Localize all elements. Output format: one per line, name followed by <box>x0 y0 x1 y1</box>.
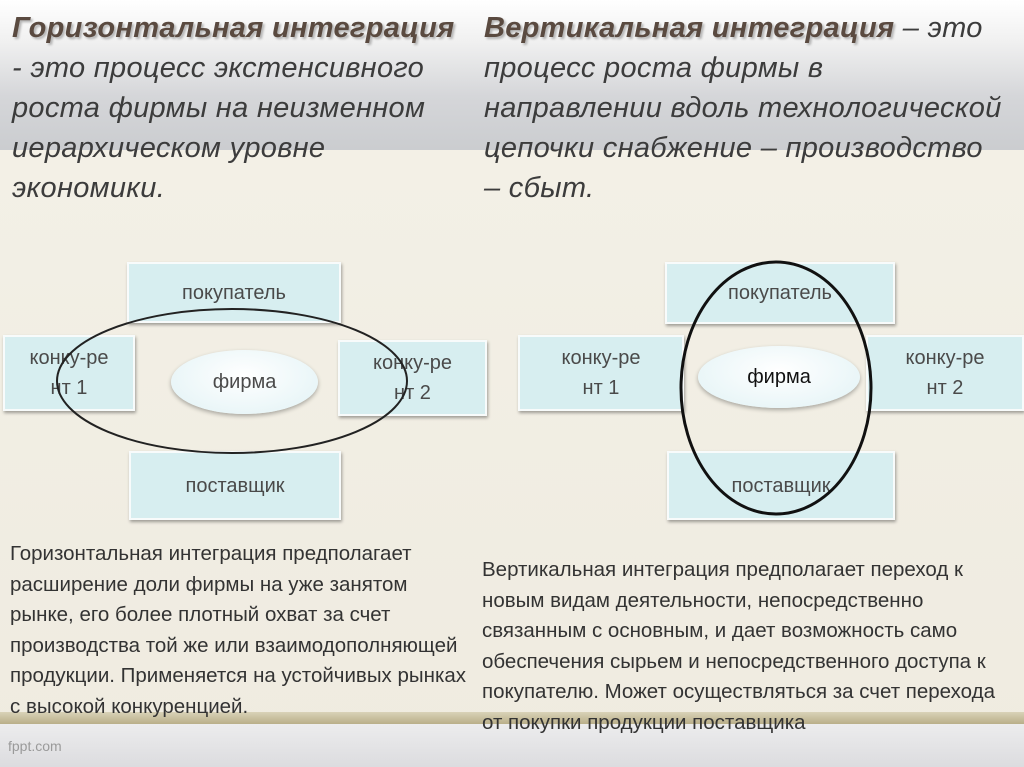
right-buyer-box <box>665 262 895 324</box>
right-competitor1-box <box>518 335 684 411</box>
right-firm-label: фирма <box>747 365 811 388</box>
left-firm-label: фирма <box>212 370 277 393</box>
horizontal-integration-definition <box>12 8 462 208</box>
vertical-integration-description: Вертикальная интеграция предполагает переход к новым видам деятельности, непосредственно связанным с основным, и дает возможность само обеспечения сырьем и непосредственного доступа к покупателю. Может осуществляться за счет перехода от покупки продукции поставщика <box>482 558 995 734</box>
left-firm-ellipse <box>171 350 318 414</box>
watermark: fppt.com <box>8 738 62 754</box>
left-competitor2-box <box>338 340 487 416</box>
left-buyer-box <box>127 262 341 323</box>
right-firm-ellipse <box>698 346 860 408</box>
vertical-integration-definition <box>484 8 1004 208</box>
horizontal-integration-term: Горизонтальная интеграция <box>12 12 455 44</box>
left-competitor1-box <box>3 335 135 411</box>
left-supplier-box <box>129 451 341 520</box>
left-supplier-label: поставщик <box>185 474 285 497</box>
right-competitor1-label: конку-рент 1 <box>561 347 641 399</box>
horizontal-integration-description: Горизонтальная интеграция предполагает расширение доли фирмы на уже занятом рынке, его более плотный охват за счет производства той же или взаимодополняющей продукции. Применяется на устойчивых рынках с высокой конкуренцией. <box>10 542 467 718</box>
left-competitor1-label: конку-рент 1 <box>29 347 109 399</box>
right-competitor2-box <box>866 335 1024 411</box>
vertical-integration-term: Вертикальная интеграция <box>484 12 895 44</box>
right-supplier-label: поставщик <box>731 474 831 497</box>
left-buyer-label: покупатель <box>182 281 286 304</box>
right-competitor2-label: конку-рент 2 <box>905 347 985 399</box>
vertical-integration-text: – это процесс роста фирмы в направлении вдоль технологической цепочки снабжение – производство – сбыт. <box>484 12 1002 204</box>
right-buyer-label: покупатель <box>728 282 832 304</box>
right-supplier-box <box>667 451 895 520</box>
left-competitor2-label: конку-рент 2 <box>372 352 453 404</box>
horizontal-integration-text: - это процесс экстенсивного роста фирмы на неизменном иерархическом уровне экономики. <box>12 52 426 204</box>
